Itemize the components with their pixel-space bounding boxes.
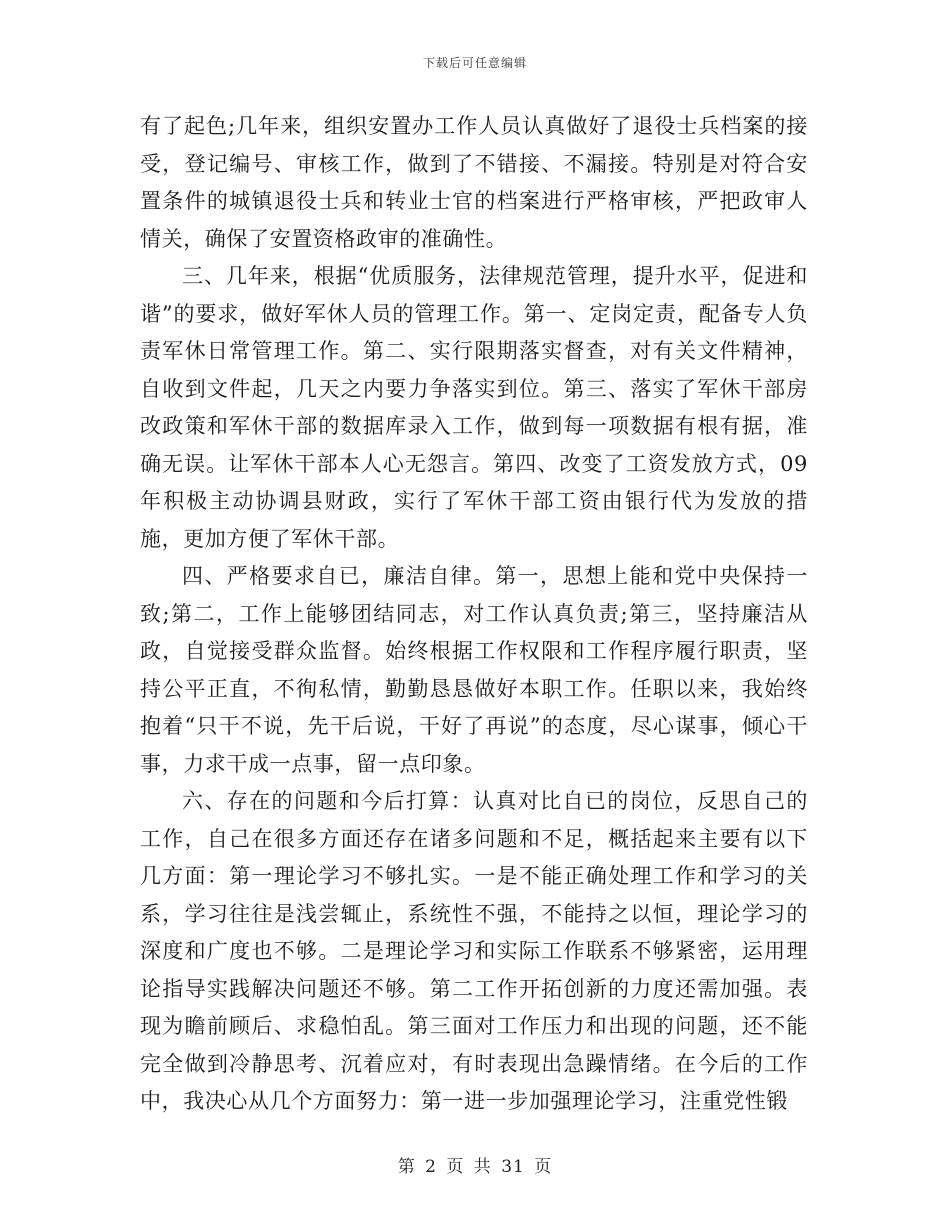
page-header: 下载后可任意编辑	[422, 56, 527, 70]
paragraph-2: 三、几年来，根据“优质服务，法律规范管理，提升水平，促进和谐”的要求，做好军休人员的管理工作。第一、定岗定责，配备专人负责军休日常管理工作。第二、实行限期落实督查，对有关文件精神，自收到文件起，几天之内要力争落实到位。第三、落实了军休干部房改政策和军休干部的数据库录入工作，做到每一项数据有根有据，准确无误。让军休干部本人心无怨言。第四、改变了工资发放方式，09年积极主动协调县财政，实行了军休干部工资由银行代为发放的措施，更加方便了军休干部。	[140, 264, 808, 551]
paragraph-4: 六、存在的问题和今后打算：认真对比自已的岗位，反思自己的工作，自己在很多方面还存在诸多问题和不足，概括起来主要有以下几方面：第一理论学习不够扎实。一是不能正确处理工作和学习的关系，学习往往是浅尝辄止，系统性不强，不能持之以恒，理论学习的深度和广度也不够。二是理论学习和实际工作联系不够紧密，运用理论指导实践解决问题还不够。第二工作开拓创新的力度还需加强。表现为瞻前顾后、求稳怕乱。第三面对工作压力和出现的问题，还不能完全做到冷静思考、沉着应对，有时表现出急躁情绪。在今后的工作中，我决心从几个方面努力：第一进一步加强理论学习，注重党性锻	[140, 789, 808, 1113]
paragraph-1: 有了起色;几年来，组织安置办工作人员认真做好了退役士兵档案的接受，登记编号、审核工作，做到了不错接、不漏接。特别是对符合安置条件的城镇退役士兵和转业士官的档案进行严格审核，严把政审人情关，确保了安置资格政审的准确性。	[140, 114, 808, 251]
paragraph-3: 四、严格要求自已，廉洁自律。第一，思想上能和党中央保持一致;第二，工作上能够团结同志，对工作认真负责;第三，坚持廉洁从政，自觉接受群众监督。始终根据工作权限和工作程序履行职责，坚持公平正直，不徇私情，勤勤恳恳做好本职工作。任职以来，我始终抱着“只干不说，先干后说，干好了再说”的态度，尽心谋事，倾心干事，力求干成一点事，留一点印象。	[140, 564, 808, 776]
document-body	[140, 108, 808, 1121]
page-number-footer: 第 2 页 共 31 页	[397, 1157, 553, 1177]
